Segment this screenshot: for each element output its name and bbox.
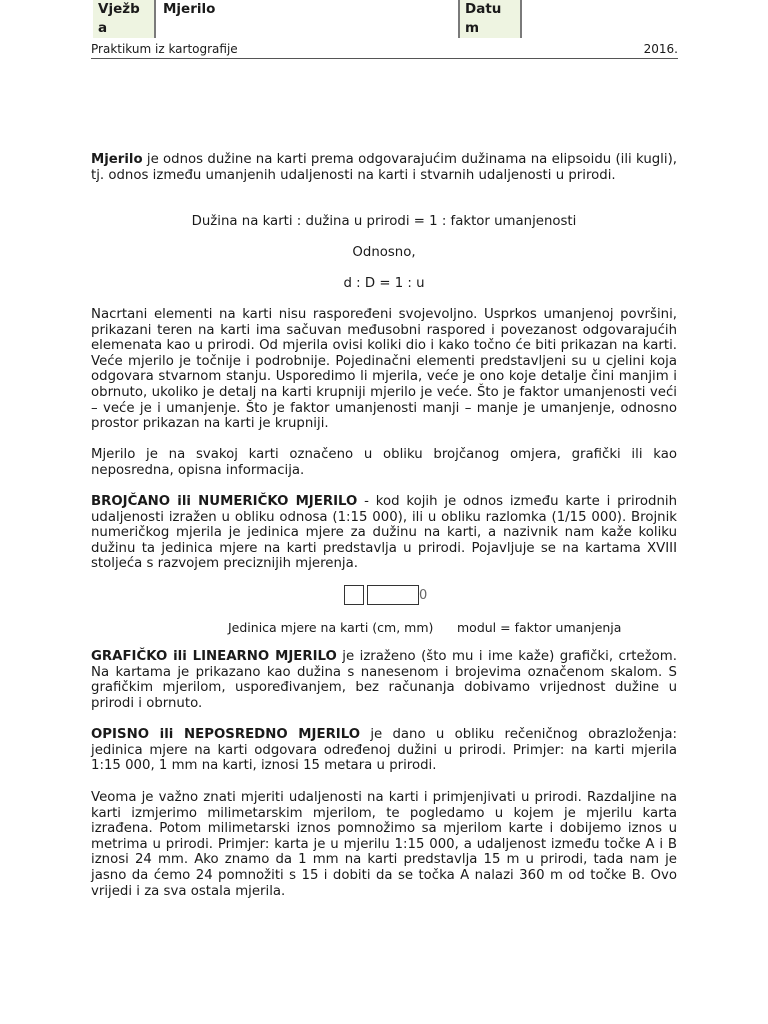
date-label-line1: Datu: [465, 1, 502, 17]
paragraph-arrangement: Nacrtani elementi na karti nisu raspoređeni svojevoljno. Usprkos umanjenoj površini, prikazani teren na karti ima sačuvan međusobni raspored i povezanost odgovarajućih elemenata kao u prirodi. Od mjerila ovisi koliki dio i kako točno će biti prikazan na karti. Veće mjerilo je točnije i podrobnije. Pojedinačni elementi predstavljeni su u cjelini koja odgovara stvarnom stanju. Usporedimo li mjerila, veće je ono koje detalje čini manjim i obrnuto, ukoliko je detalj na karti krupniji mjerilo je veće. Što je faktor umanjenosti veći – veće je i umanjenje. Što je faktor umanjenosti manji – manje je umanjenje, odnosno prostor prikazan na karti je krupniji.: [91, 307, 677, 432]
intro-paragraph: [91, 152, 677, 183]
paragraph-scale-forms: Mjerilo je na svakoj karti označeno u obliku brojčanog omjera, grafički ili kao neposredna, opisna informacija.: [91, 447, 677, 478]
exercise-label-line2: a: [98, 20, 108, 36]
header-title: Praktikum iz kartografije: [91, 42, 238, 56]
scale-caption-left: Jedinica mjere na karti (cm, mm): [228, 620, 434, 635]
intro-term: Mjerilo: [91, 152, 143, 167]
page-header: [91, 42, 678, 59]
topic-title: Mjerilo: [163, 1, 216, 17]
exercise-label-line1: Vježb: [98, 1, 140, 17]
intro-text: je odnos dužine na karti prema odgovarajućim dužinama na elipsoidu (ili kugli), tj. odnos između umanjenih udaljenosti na karti i stvarnih udaljenosti u prirodi.: [91, 152, 677, 183]
graphic-scale-term: GRAFIČKO ili LINEARNO MJERILO: [91, 649, 337, 664]
formula-line-1: Dužina na karti : dužina u prirodi = 1 : faktor umanjenosti: [191, 214, 577, 229]
topic-cell: [158, 0, 308, 38]
scale-tail-digit: 0: [419, 588, 428, 603]
header-year: 2016.: [643, 42, 678, 56]
date-label-line2: m: [465, 20, 480, 36]
numeric-scale-term: BROJČANO ili NUMERIČKO MJERILO: [91, 494, 358, 509]
scale-numerator-box: [344, 585, 364, 605]
exercise-label-cell: [93, 0, 156, 38]
scale-caption-right: modul = faktor umanjenja: [457, 620, 622, 635]
date-label-cell: [458, 0, 522, 38]
graphic-scale-paragraph: [91, 649, 677, 711]
descriptive-scale-term: OPISNO ili NEPOSREDNO MJERILO: [91, 727, 361, 742]
graphic-scale-text: je izraženo (što mu i ime kaže) grafički, crtežom. Na kartama je prikazano kao dužina s nanesenom i brojevima označenom skalom. S grafičkim mjerilom, uspoređivanjem, bez računanja dobivamo vrijednost dužine u prirodi i obrnuto.: [91, 649, 677, 711]
scale-denominator-box: [367, 585, 419, 605]
numeric-scale-text: - kod kojih je odnos između karte i prirodnih udaljenosti izražen u obliku odnosa (1:15 000), ili u obliku razlomka (1/15 000). Brojnik numeričkog mjerila je jedinica mjere za dužinu na karti, a nazivnik nam kaže koliku dužinu ta jedinica mjere na karti predstavlja u prirodi. Pojavljuje se na kartama XVIII stoljeća s razvojem preciznijih mjerenja.: [91, 494, 677, 572]
descriptive-scale-text: je dano u obliku rečeničnog obrazloženja: jedinica mjere na karti odgovara određenoj dužini u prirodi. Primjer: na karti mjerila 1:15 000, 1 mm na karti, iznosi 15 metara u prirodi.: [91, 727, 677, 774]
scale-caption: [228, 620, 622, 635]
formula-line-3: d : D = 1 : u: [343, 276, 425, 291]
descriptive-scale-paragraph: [91, 727, 677, 774]
numeric-scale-paragraph: [91, 494, 677, 572]
measurement-paragraph: Veoma je važno znati mjeriti udaljenosti na karti i primjenjivati u prirodi. Razdaljine na karti izmjerimo milimetarskim mjerilom, te pogledamo u kojem je mjerilu karta izrađena. Potom milimetarski iznos pomnožimo sa mjerilom karte i dobijemo iznos u metrima u prirodi. Primjer: karta je u mjerilu 1:15 000, a udaljenost između točke A i B iznosi 24 mm. Ako znamo da 1 mm na karti predstavlja 15 m u prirodi, tada nam je jasno da ćemo 24 pomnožiti s 15 i dobiti da se točka A nalazi 360 m od točke B. Ovo vrijedi i za sva ostala mjerila.: [91, 790, 677, 899]
formula-line-2: Odnosno,: [352, 245, 416, 260]
